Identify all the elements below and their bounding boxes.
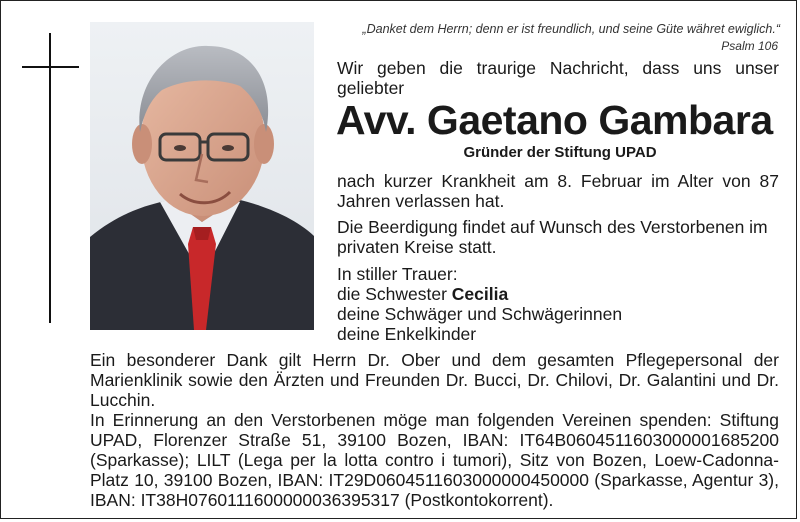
closing-block (90, 350, 779, 510)
mourner-sister-name: Cecilia (451, 284, 509, 304)
mourner-sister-prefix: die Schwester (337, 284, 452, 304)
quote-source: Psalm 106 (721, 39, 778, 53)
thanks-paragraph: Ein besonderer Dank gilt Herrn Dr. Ober und dem gesamten Pflegepersonal der Marienklinik sowie den Ärzten und Freunden Dr. Bucci, Dr. Chilovi, Dr. Galantini und Dr. Lucchin. (90, 350, 779, 410)
portrait-photo (90, 22, 314, 330)
deceased-role: Gründer der Stiftung UPAD (463, 144, 657, 161)
mourners-heading: In stiller Trauer: (337, 264, 458, 284)
funeral-notice-text: Die Beerdigung findet auf Wunsch des Verstorbenen im privaten Kreise statt. (337, 217, 768, 257)
death-notice-text: nach kurzer Krankheit am 8. Februar im Alter von 87 Jahren verlassen hat. (337, 171, 779, 211)
cross-icon (49, 33, 51, 323)
mourner-sister (337, 284, 779, 304)
donation-paragraph: In Erinnerung an den Verstorbenen möge man folgenden Vereinen spenden: Stiftung UPAD, Florenzer Straße 51, 39100 Bozen, IBAN: IT64B0604511603000001685200 (Sparkasse); LILT (Lega per la lotta contro i tumori), Sitz von Bozen, Loew-Cadonna-Platz 10, 39100 Bozen, IBAN: IT29D0604511603000000450000 (Sparkasse, Agentur 3), IBAN: IT38H0760111600000036395317 (Postkontokorrent). (90, 410, 779, 510)
cross-icon-bar (22, 66, 79, 68)
bible-quote: „Danket dem Herrn; denn er ist freundlich, und seine Güte währet ewiglich.“ (362, 22, 780, 36)
mourner-grandchildren: deine Enkelkinder (337, 324, 477, 344)
deceased-name: Avv. Gaetano Gambara (336, 97, 773, 143)
intro-text: Wir geben die traurige Nachricht, dass uns unser geliebter (337, 58, 779, 98)
mourners-block (337, 264, 779, 344)
mourner-in-laws: deine Schwäger und Schwägerinnen (337, 304, 623, 324)
